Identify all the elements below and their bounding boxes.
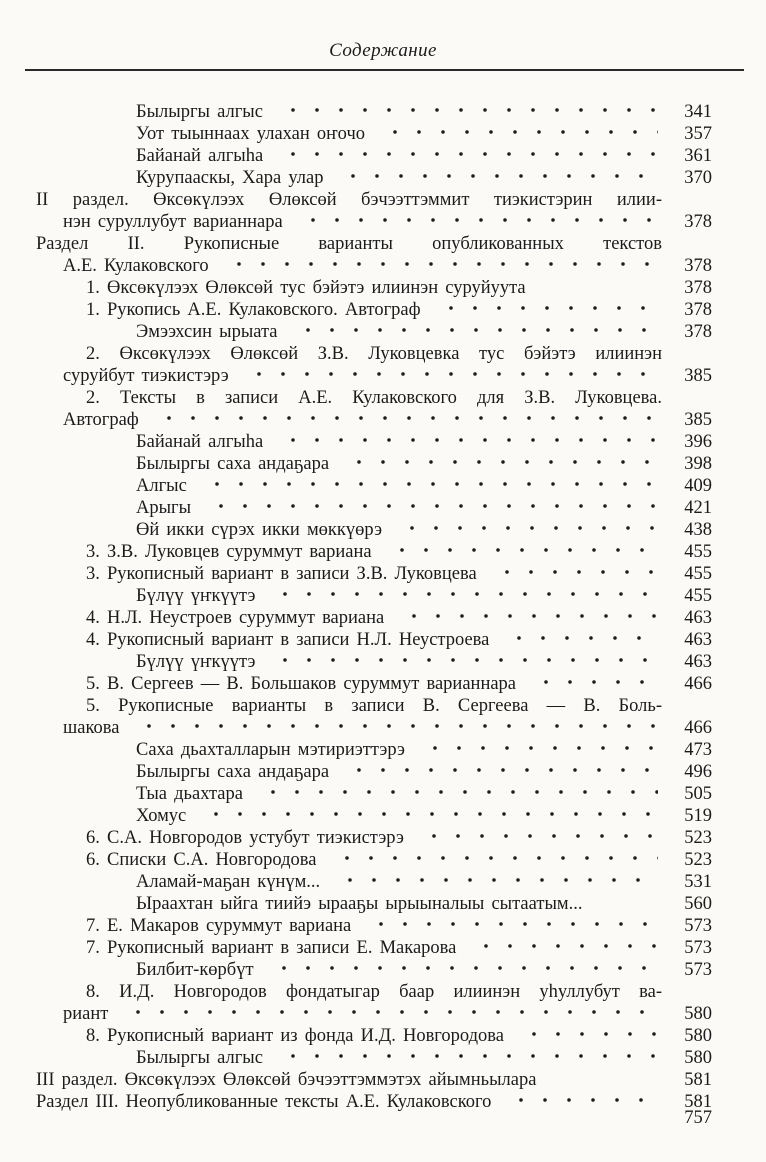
toc-entry-text: Былыргы саха андаҕара [136,454,330,474]
dot-leader [377,123,658,145]
toc-entry [36,585,712,607]
toc-entry-text: А.Е. Кулаковского [63,256,209,276]
toc-entry-page-number: 398 [684,454,712,474]
toc-entry-page-number: 580 [684,1026,712,1046]
toc-entry-page-number: 370 [684,168,712,188]
dot-leader [267,585,658,607]
toc-entry-page-number: 438 [684,520,712,540]
dot-leader [290,321,658,343]
toc-entry-text: III раздел. Өксөкүлээх Өлөксөй бэчээттэммэтэх айымньылара [36,1070,537,1090]
toc-entry-page-number: 378 [684,278,712,298]
toc-entry-text: Бүлүү үҥкүүтэ [136,652,256,672]
toc-entry-page-number: 463 [684,652,712,672]
toc-entry [36,541,712,563]
toc-entry [36,233,712,255]
toc-entry [36,717,712,739]
toc-entry [36,959,712,981]
dot-leader [275,101,658,123]
toc-entry [36,893,712,915]
toc-entry-page-number: 421 [684,498,712,518]
toc-entry [36,101,712,123]
dot-leader [275,431,658,453]
toc-entry-page-number: 505 [684,784,712,804]
toc-entry-text: Ыраахтан ыйга тиийэ ырааҕы ырыыналыы сытаатым... [136,894,583,914]
toc-entry [36,519,712,541]
toc-entry-text: Раздел III. Неопубликованные тексты А.Е. Кулаковского [36,1092,492,1112]
toc-entry-page-number: 463 [684,630,712,650]
dot-leader [396,607,658,629]
toc-entry-page-number: 378 [684,212,712,232]
toc-entry [36,1025,712,1047]
dot-leader [528,673,658,695]
dot-leader [341,761,658,783]
toc-entry-text: Былыргы алгыс [136,1048,263,1068]
toc-entry [36,695,712,717]
toc-entry-page-number: 473 [684,740,712,760]
dot-leader [131,717,658,739]
toc-entry-page-number: 378 [684,300,712,320]
toc-entry-page-number: 466 [684,674,712,694]
toc-entry-text: шакова [63,718,120,738]
dot-leader [363,915,658,937]
toc-entry [36,673,712,695]
toc-entry [36,123,712,145]
toc-entry [36,453,712,475]
dot-leader [275,1047,658,1069]
toc-entry-text: Байанай алгыһа [136,432,264,452]
toc-entry-text: 4. Н.Л. Неустроев суруммут вариана [86,608,385,628]
toc-entry [36,189,712,211]
toc-entry-text: Билбит-көрбүт [136,960,254,980]
toc-entry-page-number: 455 [684,564,712,584]
dot-leader [255,783,658,805]
toc-entry-page-number: 523 [684,850,712,870]
toc-entry-page-number: 455 [684,586,712,606]
toc-entry [36,651,712,673]
toc-entry-page-number: 385 [684,366,712,386]
dot-leader [489,563,658,585]
page-title: Содержание [329,40,437,61]
toc-list [0,101,766,1113]
toc-entry [36,409,712,431]
toc-entry-text: Байанай алгыһа [136,146,264,166]
dot-leader [295,211,658,233]
dot-leader [335,167,658,189]
toc-entry [36,431,712,453]
toc-entry [36,497,712,519]
toc-entry [36,981,712,1003]
toc-entry-text: риант [63,1004,109,1024]
toc-entry [36,1091,712,1113]
toc-entry [36,563,712,585]
toc-entry-page-number: 573 [684,938,712,958]
toc-entry-text: 1. Рукопись А.Е. Кулаковского. Автограф [86,300,421,320]
dot-leader [151,409,658,431]
toc-entry-text: 8. Рукописный вариант из фонда И.Д. Новгородова [86,1026,505,1046]
dot-leader [332,871,658,893]
toc-entry-page-number: 361 [684,146,712,166]
toc-entry [36,475,712,497]
toc-entry-text: 6. Списки С.А. Новгородова [86,850,317,870]
toc-entry-text: 8. И.Д. Новгородов фондатыгар баар илиинэн уһуллубут ва- [86,982,662,1002]
toc-entry-page-number: 463 [684,608,712,628]
toc-entry [36,365,712,387]
toc-entry [36,761,712,783]
toc-entry-page-number: 560 [684,894,712,914]
toc-entry-page-number: 519 [684,806,712,826]
running-head [0,0,766,62]
header-rule [25,69,744,71]
dot-leader [266,959,658,981]
toc-entry [36,849,712,871]
toc-entry-page-number: 531 [684,872,712,892]
toc-entry [36,145,712,167]
toc-entry-text: 3. Рукописный вариант в записи З.В. Луковцева [86,564,477,584]
toc-entry-page-number: 341 [684,102,712,122]
toc-entry-text: 5. В. Сергеев — В. Большаков суруммут варианнара [86,674,517,694]
toc-entry-text: 3. З.В. Луковцев суруммут вариана [86,542,372,562]
toc-entry-text: 7. Рукописный вариант в записи Е. Макарова [86,938,457,958]
toc-entry-text: Эмээхсин ырыата [136,322,278,342]
toc-entry-text: 6. С.А. Новгородов устубут тиэкистэрэ [86,828,404,848]
toc-entry [36,1047,712,1069]
toc-entry [36,211,712,233]
toc-entry-text: Былыргы алгыс [136,102,263,122]
dot-leader [329,849,659,871]
dot-leader [203,497,658,519]
toc-entry-text: II раздел. Өксөкүлээх Өлөксөй бэчээттэммит тиэкистэрин илии- [36,190,662,210]
toc-entry [36,739,712,761]
toc-entry-page-number: 580 [684,1048,712,1068]
toc-entry-text: Былыргы саха андаҕара [136,762,330,782]
toc-entry-text: Автограф [63,410,139,430]
toc-entry-page-number: 496 [684,762,712,782]
toc-entry-page-number: 385 [684,410,712,430]
toc-entry-text: 5. Рукописные варианты в записи В. Сергеева — В. Боль- [86,696,662,716]
toc-entry [36,321,712,343]
toc-entry-text: Хомус [136,806,187,826]
toc-entry [36,937,712,959]
dot-leader [341,453,658,475]
toc-entry [36,871,712,893]
dot-leader [417,739,658,761]
toc-entry-page-number: 409 [684,476,712,496]
toc-entry [36,783,712,805]
dot-leader [241,365,658,387]
toc-entry [36,299,712,321]
dot-leader [384,541,658,563]
dot-leader [416,827,658,849]
toc-entry-page-number: 573 [684,916,712,936]
dot-leader [468,937,658,959]
toc-entry [36,387,712,409]
toc-entry [36,1003,712,1025]
toc-entry-text: нэн суруллубут варианнара [63,212,283,232]
toc-entry [36,607,712,629]
toc-entry-page-number: 580 [684,1004,712,1024]
dot-leader [221,255,658,277]
dot-leader [267,651,658,673]
toc-entry-text: 7. Е. Макаров суруммут вариана [86,916,352,936]
toc-entry-page-number: 396 [684,432,712,452]
dot-leader [198,805,658,827]
dot-leader [503,1091,658,1113]
dot-leader [394,519,658,541]
toc-entry-text: Тыа дьахтара [136,784,243,804]
toc-entry [36,343,712,365]
dot-leader [199,475,658,497]
toc-entry [36,805,712,827]
toc-entry-page-number: 466 [684,718,712,738]
toc-entry-text: Уот тыыннаах улахан оҥочо [136,124,365,144]
toc-entry-page-number: 581 [684,1092,712,1112]
toc-entry-text: Раздел II. Рукописные варианты опубликованных текстов [36,234,662,254]
toc-entry [36,167,712,189]
toc-entry [36,629,712,651]
toc-entry-text: Саха дьахталларын мэтириэттэрэ [136,740,405,760]
dot-leader [501,629,658,651]
toc-entry-text: 4. Рукописный вариант в записи Н.Л. Неустроева [86,630,490,650]
toc-entry-page-number: 455 [684,542,712,562]
toc-entry-text: 2. Өксөкүлээх Өлөксөй З.В. Луковцевка тус бэйэтэ илиинэн [86,344,662,364]
toc-entry-page-number: 357 [684,124,712,144]
toc-entry [36,915,712,937]
toc-entry-text: суруйбут тиэкистэрэ [63,366,229,386]
toc-entry-page-number: 378 [684,322,712,342]
folio-page-number: 757 [684,1108,712,1128]
toc-entry-text: 2. Тексты в записи А.Е. Кулаковского для З.В. Луковцева. [86,388,662,408]
toc-entry-text: 1. Өксөкүлээх Өлөксөй тус бэйэтэ илиинэн суруйуута [86,278,526,298]
dot-leader [516,1025,658,1047]
toc-entry-text: Өй икки сүрэх икки мөккүөрэ [136,520,383,540]
toc-entry-text: Аламай-маҕан күнүм... [136,872,321,892]
dot-leader [433,299,658,321]
toc-entry-text: Бүлүү үҥкүүтэ [136,586,256,606]
toc-entry-page-number: 581 [684,1070,712,1090]
toc-entry [36,827,712,849]
toc-entry-text: Курупааскы, Хара улар [136,168,324,188]
dot-leader [120,1003,658,1025]
toc-entry-text: Арыгы [136,498,192,518]
toc-entry [36,255,712,277]
toc-entry-page-number: 573 [684,960,712,980]
dot-leader [275,145,658,167]
toc-entry-text: Алгыс [136,476,187,496]
toc-entry-page-number: 523 [684,828,712,848]
toc-entry [36,1069,712,1091]
toc-entry [36,277,712,299]
toc-entry-page-number: 378 [684,256,712,276]
